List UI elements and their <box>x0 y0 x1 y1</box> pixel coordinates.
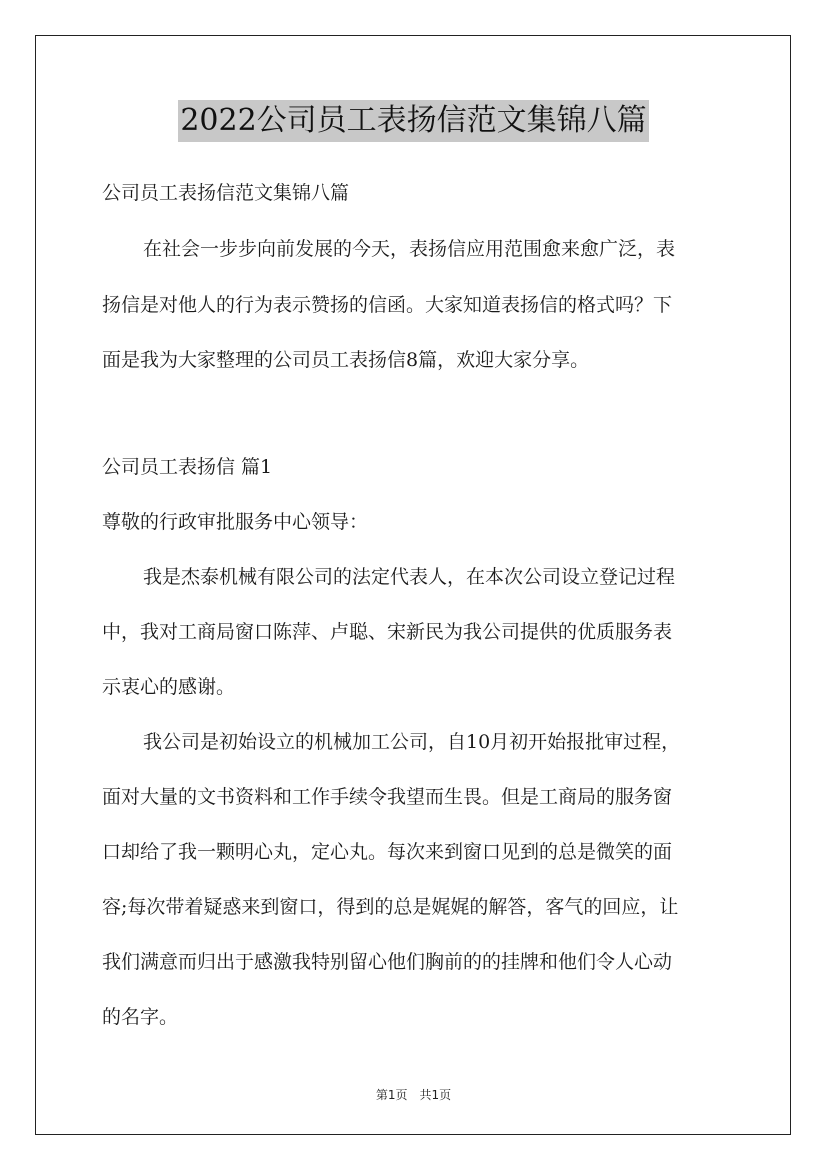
document-title: 2022公司员工表扬信范文集锦八篇 <box>178 100 648 142</box>
page-number-text: 第1页 共1页 <box>375 1088 452 1102</box>
intro-line-3: 面是我为大家整理的公司员工表扬信8篇，欢迎大家分享。 <box>102 349 590 371</box>
paragraph1-line-1: 我是杰泰机械有限公司的法定代表人，在本次公司设立登记过程 <box>143 566 676 588</box>
paragraph2-line-4: 容;每次带着疑惑来到窗口，得到的总是娓娓的解答，客气的回应，让 <box>102 896 679 918</box>
title-container <box>0 100 827 142</box>
section-heading: 公司员工表扬信 篇1 <box>102 456 273 478</box>
paragraph2-line-2: 面对大量的文书资料和工作手续令我望而生畏。但是工商局的服务窗 <box>102 786 673 808</box>
document-subtitle: 公司员工表扬信范文集锦八篇 <box>102 182 350 204</box>
intro-line-1: 在社会一步步向前发展的今天，表扬信应用范围愈来愈广泛，表 <box>143 238 676 260</box>
paragraph2-line-5: 我们满意而归出于感激我特别留心他们胸前的的挂牌和他们令人心动 <box>102 951 673 973</box>
paragraph2-line-6: 的名字。 <box>102 1006 179 1028</box>
paragraph1-line-2: 中，我对工商局窗口陈萍、卢聪、宋新民为我公司提供的优质服务表 <box>102 621 673 643</box>
paragraph2-line-1: 我公司是初始设立的机械加工公司，自10月初开始报批审过程， <box>143 731 681 753</box>
paragraph2-line-3: 口却给了我一颗明心丸，定心丸。每次来到窗口见到的总是微笑的面 <box>102 841 673 863</box>
salutation: 尊敬的行政审批服务中心领导： <box>102 511 369 533</box>
intro-line-2: 扬信是对他人的行为表示赞扬的信函。大家知道表扬信的格式吗？下 <box>102 294 673 316</box>
page-footer <box>0 1086 827 1103</box>
paragraph1-line-3: 示衷心的感谢。 <box>102 676 236 698</box>
